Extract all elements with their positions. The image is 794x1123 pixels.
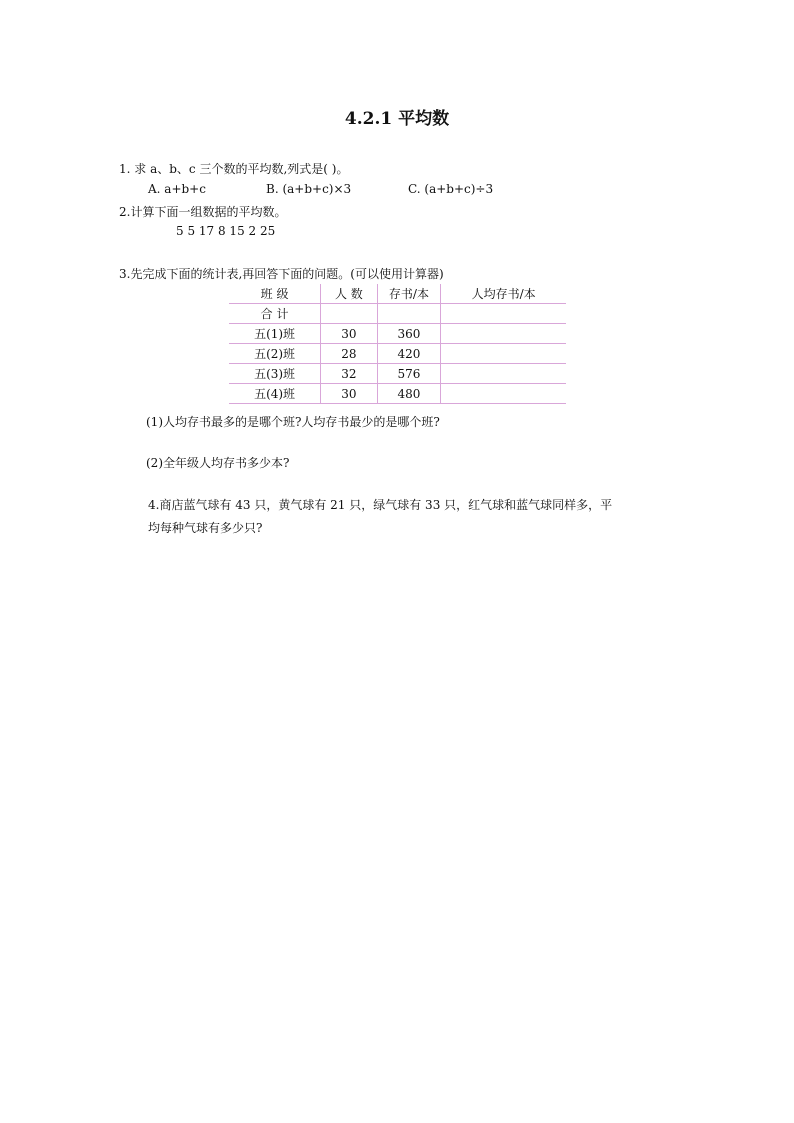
question-2-text: 2.计算下面一组数据的平均数。 [119,205,287,219]
average-cell [441,384,566,404]
question-1-option-a: A. a+b+c [148,182,206,196]
class-cell: 五(4)班 [229,384,321,404]
question-4-line-1: 4.商店蓝气球有 43 只，黄气球有 21 只，绿气球有 33 只，红气球和蓝气球同样多，平 [148,498,613,512]
table-row [229,364,566,384]
count-cell: 28 [321,344,378,364]
average-cell [441,324,566,344]
average-cell [441,344,566,364]
page-title: 4.2.1 平均数 [344,109,450,129]
question-1-text: 1. 求 a、b、c 三个数的平均数,列式是( )。 [119,162,349,176]
table-row-total [229,304,566,324]
table-header-row [229,284,566,304]
books-cell: 420 [377,344,441,364]
header-count: 人 数 [321,284,378,304]
class-cell: 五(3)班 [229,364,321,384]
class-cell: 五(2)班 [229,344,321,364]
count-cell: 32 [321,364,378,384]
header-class: 班 级 [229,284,321,304]
question-3-text: 3.先完成下面的统计表,再回答下面的问题。(可以使用计算器) [119,267,444,281]
header-average: 人均存书/本 [441,284,566,304]
table-row [229,324,566,344]
stats-table [229,284,566,404]
question-1-option-c: C. (a+b+c)÷3 [408,182,494,196]
books-cell: 360 [377,324,441,344]
average-cell [441,364,566,384]
total-average-cell [441,304,566,324]
count-cell: 30 [321,324,378,344]
count-cell: 30 [321,384,378,404]
books-cell: 576 [377,364,441,384]
question-4-line-2: 均每种气球有多少只? [148,521,263,535]
question-3-sub-1: (1)人均存书最多的是哪个班?人均存书最少的是哪个班? [146,415,440,429]
total-label: 合 计 [229,304,321,324]
header-books: 存书/本 [377,284,441,304]
total-books-cell [377,304,441,324]
question-1-option-b: B. (a+b+c)×3 [266,182,352,196]
table-row [229,384,566,404]
books-cell: 480 [377,384,441,404]
class-cell: 五(1)班 [229,324,321,344]
question-3-sub-2: (2)全年级人均存书多少本? [146,456,290,470]
question-2-numbers: 5 5 17 8 15 2 25 [176,224,276,238]
total-count-cell [321,304,378,324]
table-row [229,344,566,364]
